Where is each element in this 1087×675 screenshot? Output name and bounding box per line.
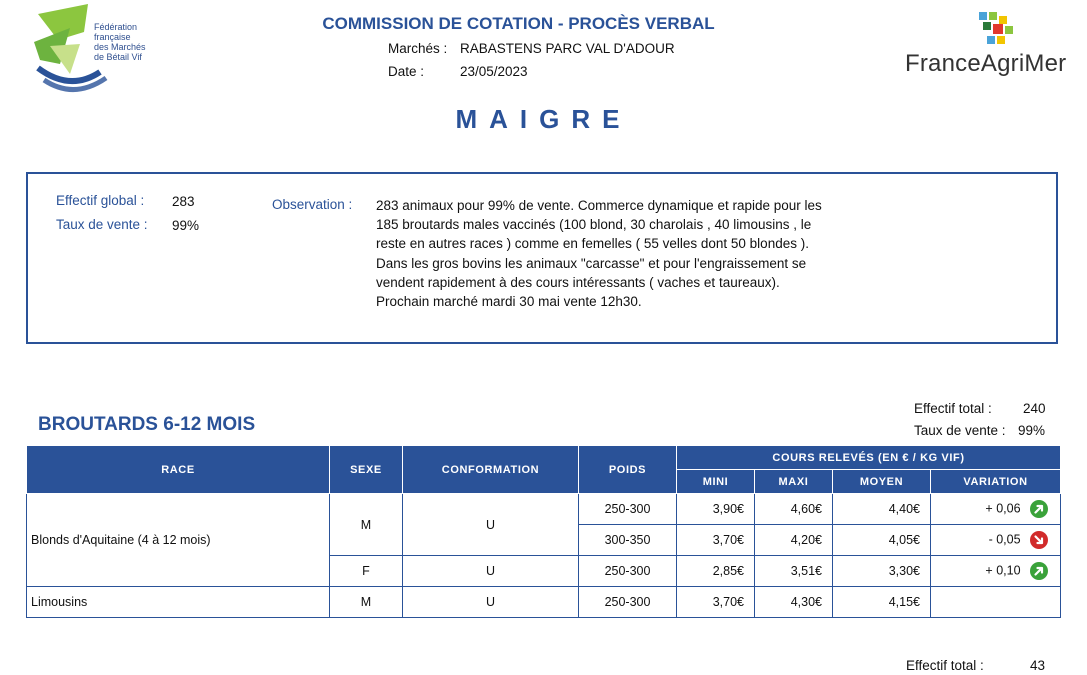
taux-vente-value: 99% <box>172 218 200 233</box>
cell-maxi: 4,60€ <box>755 494 833 525</box>
header-maxi: MAXI <box>755 470 833 494</box>
observation-label: Observation : <box>272 197 353 212</box>
cell-conformation: U <box>403 556 579 587</box>
trend-up-icon <box>1030 500 1048 518</box>
cell-maxi: 4,20€ <box>755 525 833 556</box>
federation-logo-line: Fédération <box>94 22 138 32</box>
franceagrimer-emblem-icon <box>977 10 1021 50</box>
category-effectif-value: 240 <box>1023 401 1046 416</box>
variation-value: + 0,10 <box>985 563 1021 578</box>
cell-poids: 250-300 <box>579 494 677 525</box>
observation-text: 283 animaux pour 99% de vente. Commerce dynamique et rapide pour les 185 broutards males vaccinés (100 blond, 30 charolais , 40 limousins , le reste en autres races ) comme en femelles ( 55 velles dont 50 blondes ). Dans les gros bovins les animaux "carcasse" et pour l'engraissement se vendent rapidement à des cours intéressants ( vaches et taureaux). Prochain marché mardi 30 mai vente 12h30. <box>376 198 822 310</box>
table-row <box>27 494 1061 525</box>
federation-logo-line: de Bétail Vif <box>94 52 142 62</box>
category-title: BROUTARDS 6-12 MOIS <box>38 414 256 435</box>
cell-mini: 3,90€ <box>677 494 755 525</box>
cell-sexe: M <box>330 494 403 556</box>
variation-value: + 0,06 <box>985 501 1021 516</box>
trend-up-icon <box>1030 562 1048 580</box>
cell-race: Limousins <box>27 587 330 618</box>
effectif-global-label: Effectif global : <box>56 193 145 208</box>
category-effectif-label: Effectif total : <box>914 401 992 416</box>
taux-vente-label: Taux de vente : <box>56 217 148 232</box>
cell-variation <box>931 556 1061 587</box>
market-label: Marchés : <box>388 41 448 56</box>
cell-sexe: F <box>330 556 403 587</box>
cell-variation <box>931 525 1061 556</box>
cell-maxi: 4,30€ <box>755 587 833 618</box>
page-title-text: COMMISSION DE COTATION - PROCÈS VERBAL <box>322 14 715 33</box>
cell-sexe: M <box>330 587 403 618</box>
cell-mini: 3,70€ <box>677 525 755 556</box>
federation-logo-line: des Marchés <box>94 42 146 52</box>
prices-table <box>26 445 1060 618</box>
variation-value: - 0,05 <box>988 532 1021 547</box>
prices-table-grid <box>26 445 1061 618</box>
header-cours: COURS RELEVÉS (EN € / KG VIF) <box>677 446 1061 470</box>
cell-maxi: 3,51€ <box>755 556 833 587</box>
table-row <box>27 587 1061 618</box>
effectif-global-value: 283 <box>172 194 195 209</box>
cell-poids: 300-350 <box>579 525 677 556</box>
cell-moyen: 3,30€ <box>833 556 931 587</box>
cell-conformation: U <box>403 494 579 556</box>
cell-race: Blonds d'Aquitaine (4 à 12 mois) <box>27 494 330 587</box>
cell-mini: 3,70€ <box>677 587 755 618</box>
federation-logo-line: française <box>94 32 131 42</box>
header-race: RACE <box>27 446 330 494</box>
category-taux-label: Taux de vente : <box>914 423 1006 438</box>
header-conformation: CONFORMATION <box>403 446 579 494</box>
date-value: 23/05/2023 <box>460 64 528 79</box>
header-sexe: SEXE <box>330 446 403 494</box>
header-variation: VARIATION <box>931 470 1061 494</box>
cell-poids: 250-300 <box>579 556 677 587</box>
header-poids: POIDS <box>579 446 677 494</box>
next-effectif-value: 43 <box>1030 658 1046 673</box>
trend-down-icon <box>1030 531 1048 549</box>
cell-poids: 250-300 <box>579 587 677 618</box>
franceagrimer-logo <box>905 10 1065 82</box>
cell-conformation: U <box>403 587 579 618</box>
cell-moyen: 4,15€ <box>833 587 931 618</box>
cell-variation <box>931 587 1061 618</box>
category-taux-value: 99% <box>1018 423 1046 438</box>
cell-mini: 2,85€ <box>677 556 755 587</box>
cell-moyen: 4,05€ <box>833 525 931 556</box>
date-label: Date : <box>388 64 425 79</box>
market-value: RABASTENS PARC VAL D'ADOUR <box>460 41 675 56</box>
next-effectif-label: Effectif total : <box>906 658 984 673</box>
header-moyen: MOYEN <box>833 470 931 494</box>
cell-variation <box>931 494 1061 525</box>
section-title: MAIGRE <box>455 104 632 134</box>
cell-moyen: 4,40€ <box>833 494 931 525</box>
franceagrimer-logo-text: FranceAgriMer <box>905 50 1067 77</box>
header-mini: MINI <box>677 470 755 494</box>
